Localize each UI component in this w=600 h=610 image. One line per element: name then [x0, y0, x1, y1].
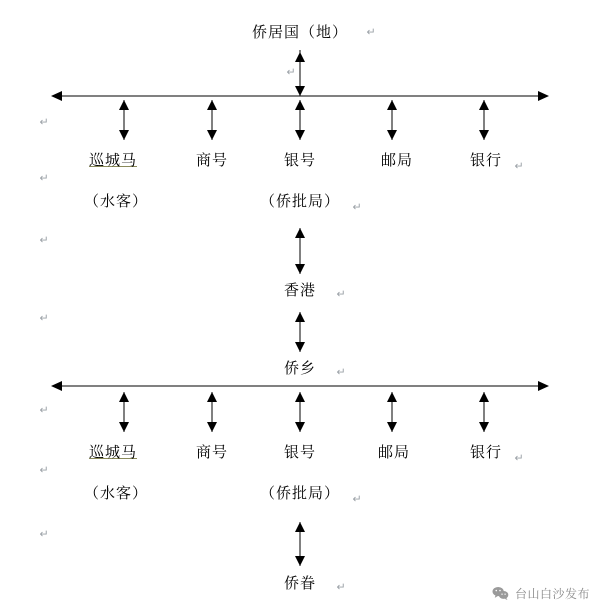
node-lower-xunchengma-sub: （水客） — [83, 484, 149, 502]
node-upper-yinhao: 银号 — [283, 151, 317, 169]
arrowhead-down-lower-1 — [119, 422, 129, 432]
node-qiaojuan: 侨眷 — [283, 574, 317, 592]
arrowhead-up-hongkong — [295, 228, 305, 238]
arrowhead-down-lower-2 — [207, 422, 217, 432]
arrowhead-up-upper-5 — [479, 100, 489, 110]
watermark-text: 台山白沙发布 — [514, 587, 590, 601]
node-lower-youju: 邮局 — [377, 443, 411, 461]
node-upper-youju: 邮局 — [380, 151, 414, 169]
arrowhead-down-upper-4 — [387, 130, 397, 140]
arrowhead-down-qiaojuan — [295, 556, 305, 566]
paragraph-mark-icon: ↵ — [39, 311, 49, 325]
arrowhead-up-qiaoxiang — [295, 312, 305, 322]
arrowhead-up-qiaojuan — [295, 522, 305, 532]
paragraph-mark-icon: ↵ — [39, 463, 49, 477]
node-upper-yinhang: 银行 — [469, 151, 503, 169]
node-upper-xunchengma-sub: （水客） — [83, 192, 149, 210]
arrowhead-left-lower-bus — [51, 381, 62, 391]
node-qiaoxiang: 侨乡 — [283, 359, 317, 377]
arrowhead-right-lower-bus — [538, 381, 549, 391]
arrowhead-down-lower-3 — [295, 422, 305, 432]
arrowhead-up-lower-3 — [295, 392, 305, 402]
arrowhead-down-hongkong — [295, 264, 305, 274]
node-lower-yinhao: 银号 — [283, 443, 317, 461]
node-lower-yinhao-sub: （侨批局） — [259, 484, 341, 502]
paragraph-mark-icon: ↵ — [352, 200, 362, 214]
arrowhead-up-lower-4 — [387, 392, 397, 402]
arrowhead-down-qiaoxiang — [295, 342, 305, 352]
paragraph-mark-icon: ↵ — [39, 403, 49, 417]
paragraph-mark-icon: ↵ — [336, 287, 346, 301]
arrowhead-down-lower-5 — [479, 422, 489, 432]
node-upper-yinhao-sub: （侨批局） — [259, 192, 341, 210]
arrowhead-up-upper-1 — [119, 100, 129, 110]
arrowhead-up-upper-3 — [295, 100, 305, 110]
arrowhead-up-lower-5 — [479, 392, 489, 402]
arrowhead-up-upper-4 — [387, 100, 397, 110]
arrowhead-down-upper-5 — [479, 130, 489, 140]
paragraph-mark-icon: ↵ — [336, 365, 346, 379]
paragraph-mark-icon: ↵ — [514, 159, 524, 173]
upper-bus-line — [62, 96, 538, 97]
arrowhead-up-lower-1 — [119, 392, 129, 402]
paragraph-mark-icon: ↵ — [286, 65, 296, 79]
node-lower-xunchengma: 巡城马 — [88, 443, 138, 461]
node-host-country: 侨居国（地） — [251, 23, 349, 41]
arrowhead-left-upper-bus — [51, 91, 62, 101]
arrowhead-up-upper-2 — [207, 100, 217, 110]
arrowhead-down-lower-4 — [387, 422, 397, 432]
arrowhead-right-upper-bus — [538, 91, 549, 101]
node-lower-yinhang: 银行 — [469, 443, 503, 461]
paragraph-mark-icon: ↵ — [352, 492, 362, 506]
wechat-icon — [492, 586, 509, 601]
paragraph-mark-icon: ↵ — [336, 580, 346, 594]
paragraph-mark-icon: ↵ — [39, 527, 49, 541]
arrowhead-up-lower-2 — [207, 392, 217, 402]
arrowhead-down-upper-1 — [119, 130, 129, 140]
paragraph-mark-icon: ↵ — [39, 233, 49, 247]
paragraph-mark-icon: ↵ — [39, 171, 49, 185]
lower-bus-line — [62, 386, 538, 387]
paragraph-mark-icon: ↵ — [514, 451, 524, 465]
arrowhead-down-host — [295, 86, 305, 96]
arrowhead-down-upper-2 — [207, 130, 217, 140]
watermark — [492, 585, 590, 602]
node-upper-xunchengma: 巡城马 — [88, 151, 138, 169]
arrowhead-down-upper-3 — [295, 130, 305, 140]
node-hongkong: 香港 — [283, 281, 317, 299]
arrowhead-up-host — [295, 52, 305, 62]
node-upper-shanghao: 商号 — [195, 151, 229, 169]
node-lower-shanghao: 商号 — [195, 443, 229, 461]
paragraph-mark-icon: ↵ — [39, 115, 49, 129]
paragraph-mark-icon: ↵ — [366, 25, 376, 39]
